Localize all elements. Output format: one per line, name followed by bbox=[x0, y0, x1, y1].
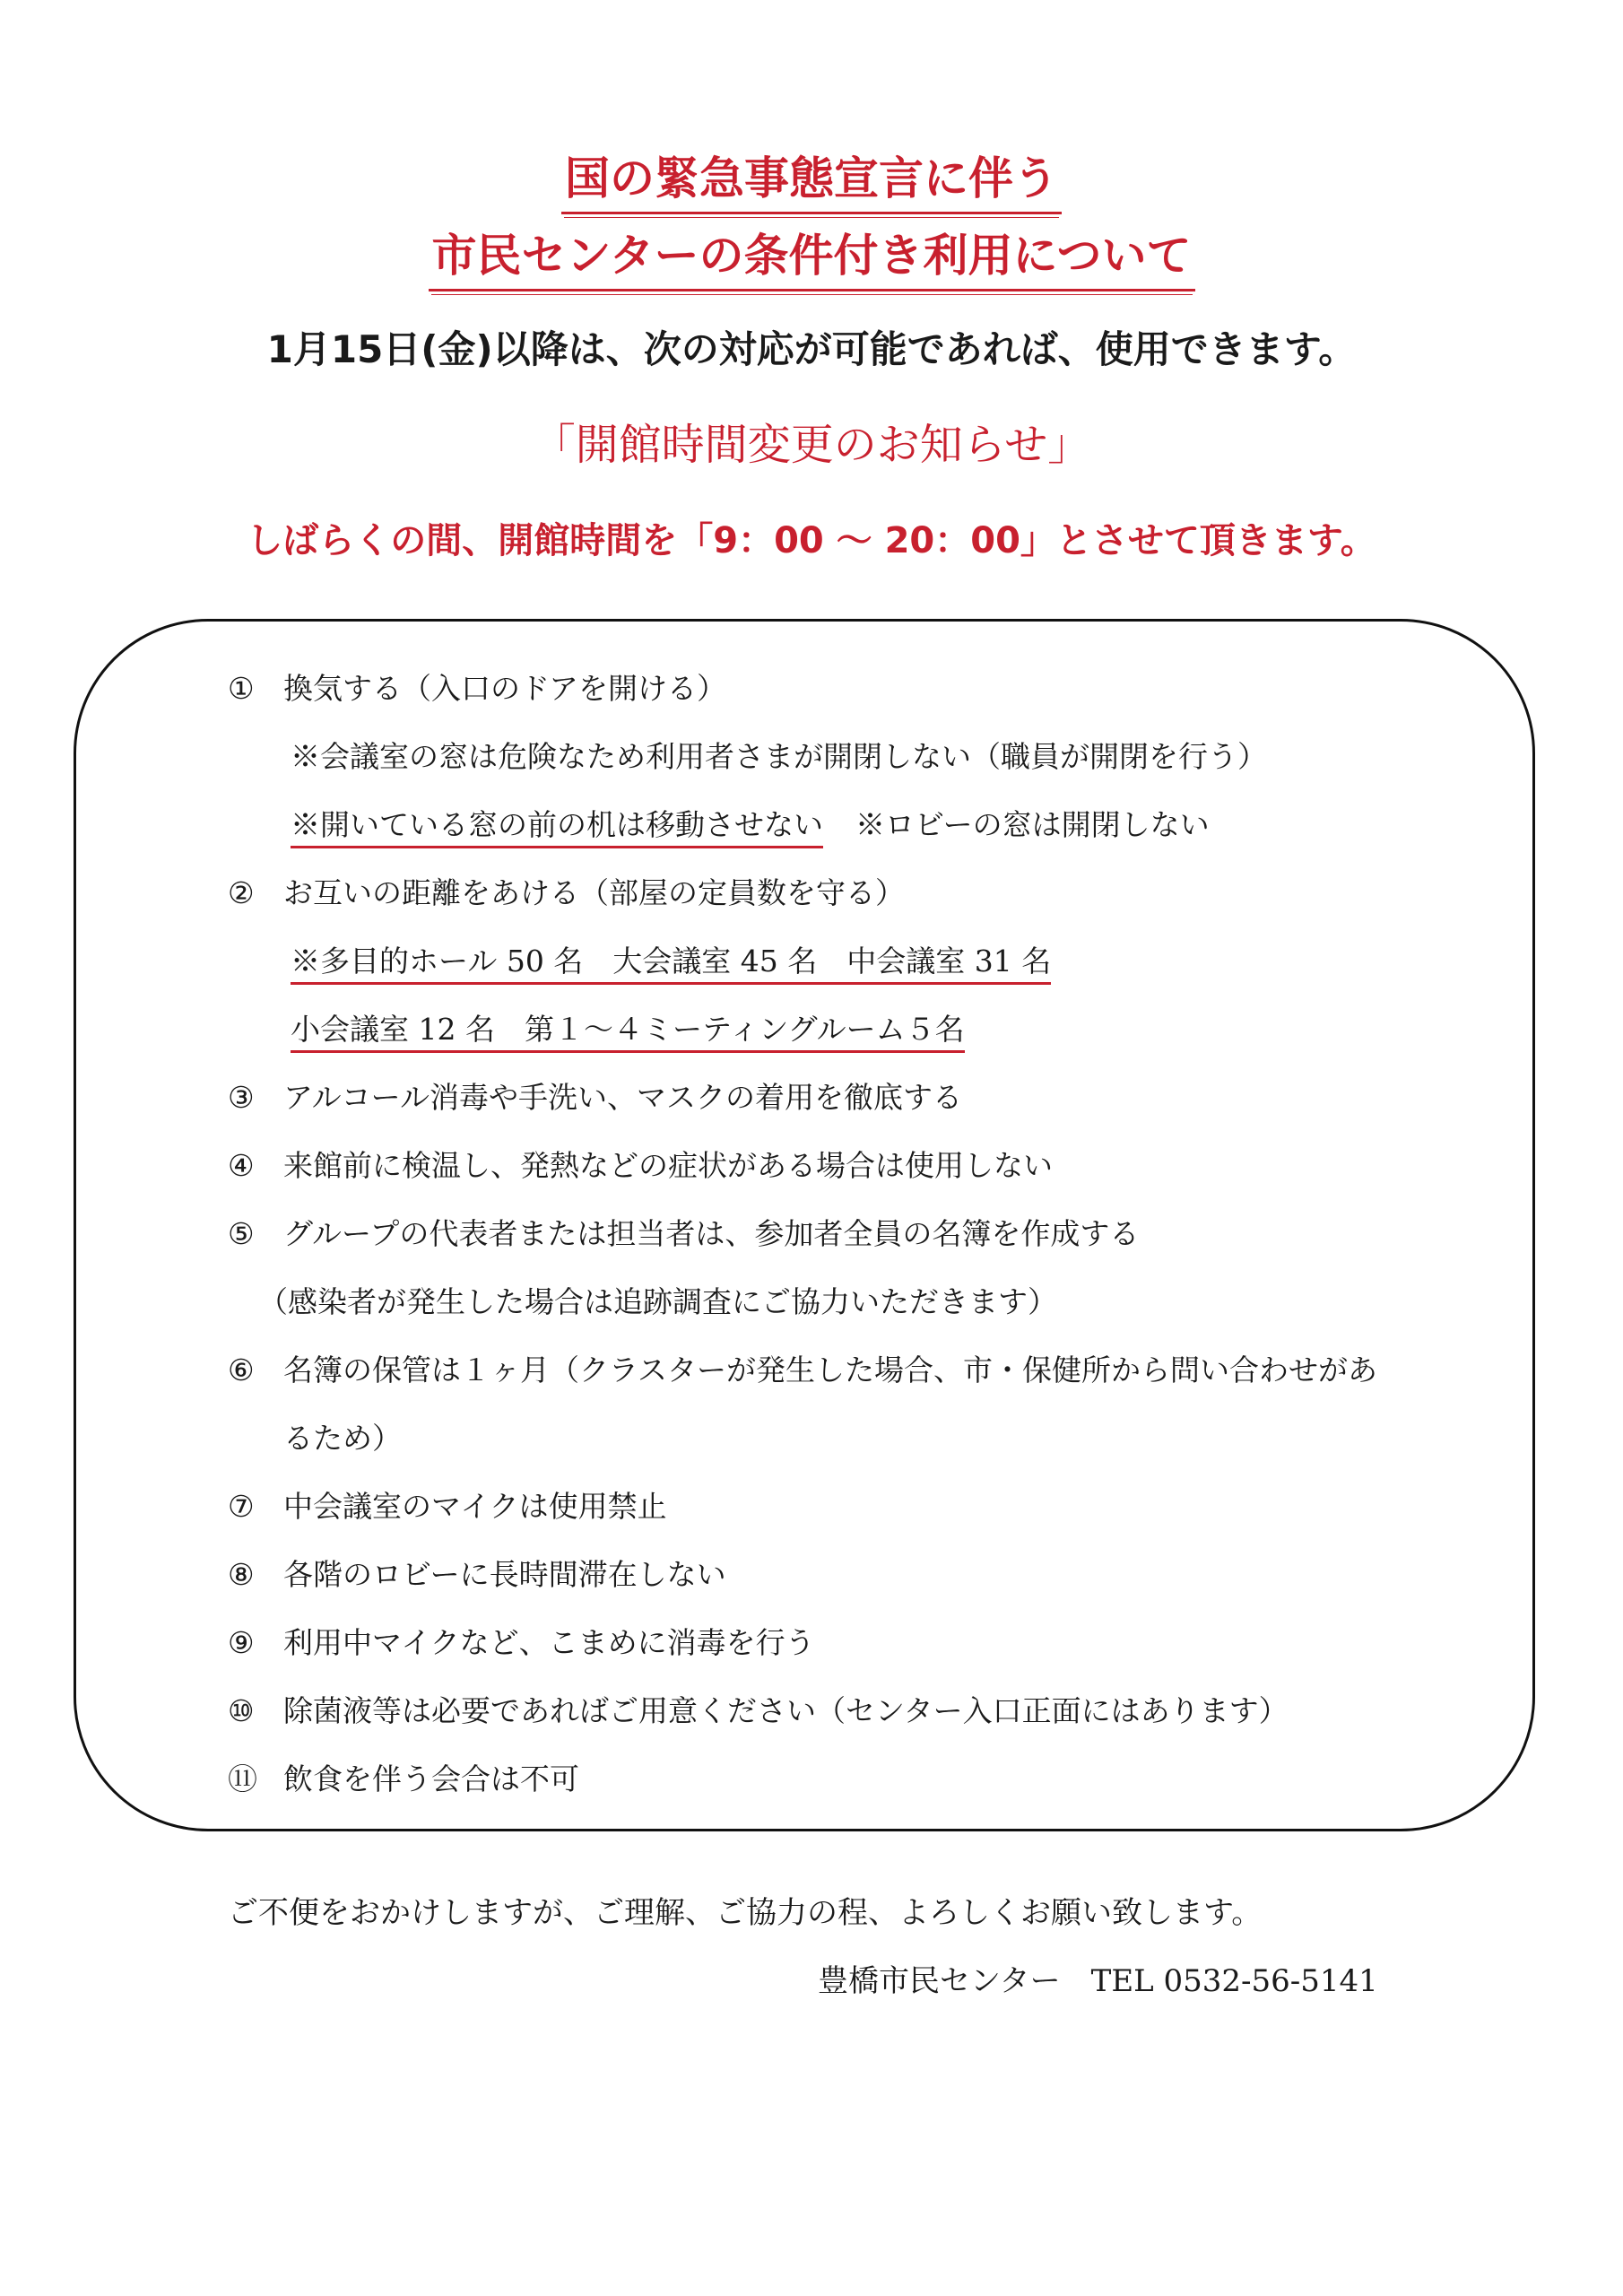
condition-text: お互いの距離をあける（部屋の定員数を守る） bbox=[283, 875, 905, 910]
condition-number: ⑤ bbox=[228, 1216, 255, 1251]
page-title-line1-text: 国の緊急事態宣言に伴う bbox=[561, 149, 1062, 214]
page-title-line2 bbox=[0, 226, 1623, 291]
hours-change-text: しばらくの間、開館時間を「9：00 ～ 20：00」とさせて頂きます。 bbox=[247, 520, 1376, 561]
room-capacity-note bbox=[291, 1010, 965, 1049]
condition-text: 除菌液等は必要であればご用意ください（センター入口正面にはあります） bbox=[283, 1693, 1289, 1728]
condition-number: ⑩ bbox=[228, 1693, 255, 1728]
condition-note-underlined: ※開いている窓の前の机は移動させない bbox=[291, 807, 823, 848]
condition-text: 名簿の保管は１ヶ月（クラスターが発生した場合、市・保健所から問い合わせがあ bbox=[283, 1352, 1378, 1387]
condition-note-row bbox=[291, 805, 1210, 845]
closing-message: ご不便をおかけしますが、ご理解、ご協力の程、よろしくお願い致します。 bbox=[228, 1895, 1263, 1931]
condition-item-6 bbox=[228, 1351, 1377, 1390]
condition-number: ⑦ bbox=[228, 1489, 255, 1524]
page-title-line2-text: 市民センターの条件付き利用について bbox=[429, 226, 1195, 291]
condition-note: ※ロビーの窓は開閉しない bbox=[855, 807, 1210, 842]
condition-item-11 bbox=[228, 1760, 579, 1799]
hours-change-heading: 「開館時間変更のお知らせ」 bbox=[532, 420, 1091, 470]
condition-number: ⑪ bbox=[228, 1761, 257, 1796]
condition-number: ⑧ bbox=[228, 1557, 255, 1592]
room-capacity-text: ※多目的ホール 50 名 大会議室 45 名 中会議室 31 名 bbox=[291, 944, 1051, 985]
condition-text: 中会議室のマイクは使用禁止 bbox=[283, 1489, 667, 1524]
condition-item-4 bbox=[228, 1146, 1053, 1186]
condition-text: 換気する（入口のドアを開ける） bbox=[283, 671, 727, 706]
room-capacity-note bbox=[291, 942, 1051, 981]
condition-note: ※会議室の窓は危険なため利用者さまが開閉しない（職員が開閉を行う） bbox=[291, 739, 1267, 774]
condition-text: グループの代表者または担当者は、参加者全員の名簿を作成する bbox=[283, 1216, 1140, 1251]
usage-condition-subtitle: 1月15日(金)以降は、次の対応が可能であれば、使用できます。 bbox=[266, 327, 1357, 371]
condition-item-8 bbox=[228, 1555, 726, 1595]
condition-number: ⑨ bbox=[228, 1625, 255, 1660]
condition-item-5 bbox=[228, 1214, 1139, 1254]
condition-item-3 bbox=[228, 1078, 962, 1118]
condition-number: ① bbox=[228, 671, 255, 706]
condition-text: アルコール消毒や手洗い、マスクの着用を徹底する bbox=[283, 1080, 963, 1115]
condition-item-7 bbox=[228, 1487, 667, 1526]
condition-item-1 bbox=[228, 669, 726, 709]
condition-text-continued: るため） bbox=[283, 1421, 402, 1456]
room-capacity-text: 小会議室 12 名 第１～４ミーティングルーム５名 bbox=[291, 1012, 965, 1053]
condition-note: （感染者が発生した場合は追跡調査にご協力いただきます） bbox=[258, 1284, 1057, 1319]
condition-number: ④ bbox=[228, 1148, 255, 1183]
condition-text: 利用中マイクなど、こまめに消毒を行う bbox=[283, 1625, 815, 1660]
contact-info: 豊橋市民センター TEL 0532-56-5141 bbox=[818, 1963, 1378, 1999]
condition-text: 来館前に検温し、発熱などの症状がある場合は使用しない bbox=[283, 1148, 1053, 1183]
condition-item-9 bbox=[228, 1623, 815, 1663]
page-title-line1 bbox=[0, 149, 1623, 214]
condition-text: 各階のロビーに長時間滞在しない bbox=[283, 1557, 726, 1592]
condition-number: ⑥ bbox=[228, 1352, 255, 1387]
condition-item-2 bbox=[228, 874, 905, 913]
condition-text: 飲食を伴う会合は不可 bbox=[283, 1761, 579, 1796]
condition-number: ③ bbox=[228, 1080, 255, 1115]
condition-item-10 bbox=[228, 1692, 1289, 1731]
condition-number: ② bbox=[228, 875, 255, 910]
